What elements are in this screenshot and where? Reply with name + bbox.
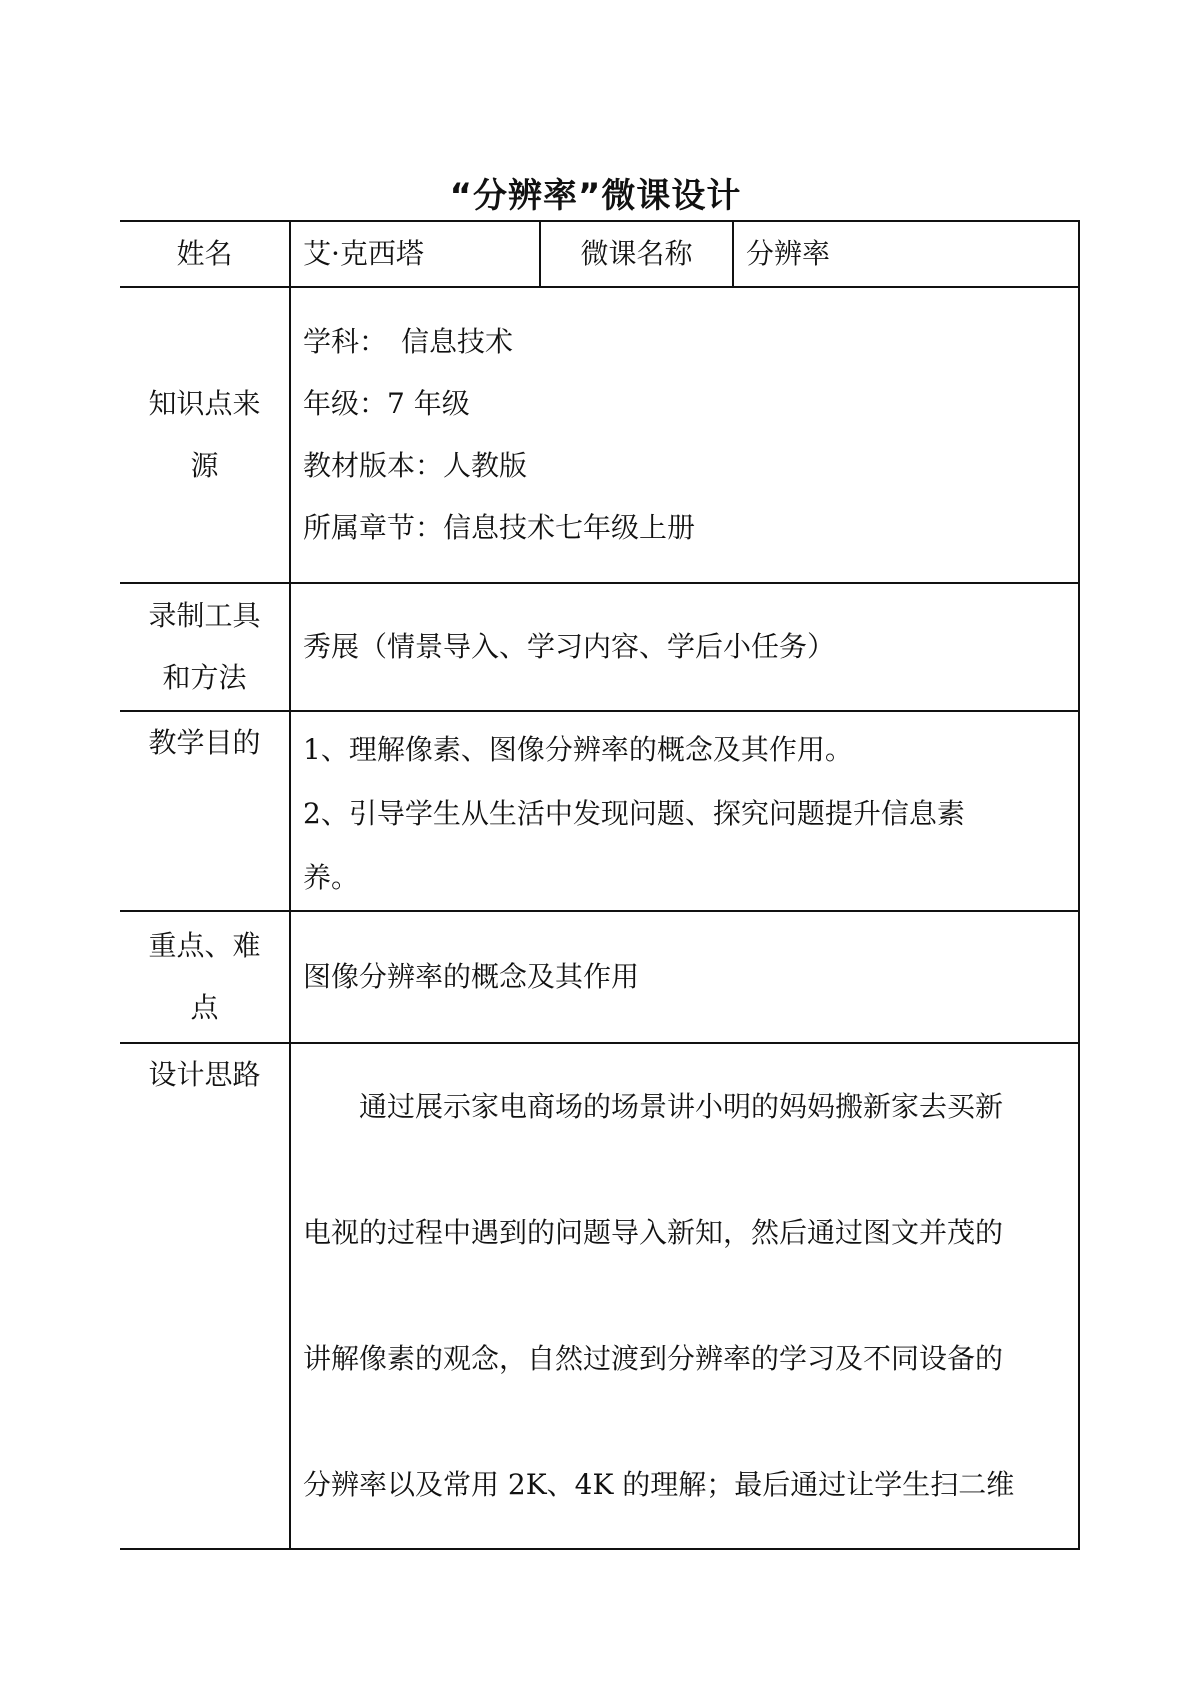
design-line-1: 通过展示家电商场的场景讲小明的妈妈搬新家去买新 <box>359 1090 1004 1123</box>
goal-line-2: 2、引导学生从生活中发现问题、探究问题提升信息素 <box>303 797 965 830</box>
tools-label <box>120 583 290 711</box>
goal-line-1: 1、理解像素、图像分辨率的概念及其作用。 <box>303 733 853 766</box>
design-content <box>290 1043 1079 1549</box>
course-name-label: 微课名称 <box>540 221 733 287</box>
goals-content <box>290 711 1079 911</box>
key-points-label-line2: 点 <box>190 991 219 1024</box>
source-row <box>120 287 1079 583</box>
key-points-value: 图像分辨率的概念及其作用 <box>290 911 1079 1043</box>
chapter-text: 所属章节：信息技术七年级上册 <box>303 511 696 544</box>
tools-label-line1: 录制工具 <box>148 599 261 632</box>
source-label-line1: 知识点来 <box>148 387 261 420</box>
course-name-value: 分辨率 <box>733 221 1079 287</box>
design-row <box>120 1043 1079 1549</box>
name-label: 姓名 <box>120 221 290 287</box>
key-points-row <box>120 911 1079 1043</box>
page-title: “分辨率”微课设计 <box>449 176 742 216</box>
subject-text: 学科： 信息技术 <box>303 325 514 358</box>
course-design-table <box>120 220 1080 1550</box>
key-points-label <box>120 911 290 1043</box>
goals-label: 教学目的 <box>120 711 290 911</box>
source-label-line2: 源 <box>190 449 219 482</box>
design-line-4: 分辨率以及常用 2K、4K 的理解；最后通过让学生扫二维 <box>303 1468 1015 1501</box>
source-content <box>290 287 1079 583</box>
goal-line-3: 养。 <box>303 861 360 894</box>
design-line-2: 电视的过程中遇到的问题导入新知，然后通过图文并茂的 <box>303 1216 1004 1249</box>
design-line-3: 讲解像素的观念，自然过渡到分辨率的学习及不同设备的 <box>303 1342 1004 1375</box>
tools-label-line2: 和方法 <box>162 661 247 694</box>
key-points-label-line1: 重点、难 <box>148 929 261 962</box>
grade-text: 年级：7 年级 <box>303 387 470 420</box>
goals-row <box>120 711 1079 911</box>
edition-text: 教材版本：人教版 <box>303 449 528 482</box>
source-label <box>120 287 290 583</box>
tools-row <box>120 583 1079 711</box>
tools-value: 秀展（情景导入、学习内容、学后小任务） <box>290 583 1079 711</box>
name-value: 艾·克西塔 <box>290 221 540 287</box>
design-label: 设计思路 <box>120 1043 290 1549</box>
name-row <box>120 221 1079 287</box>
